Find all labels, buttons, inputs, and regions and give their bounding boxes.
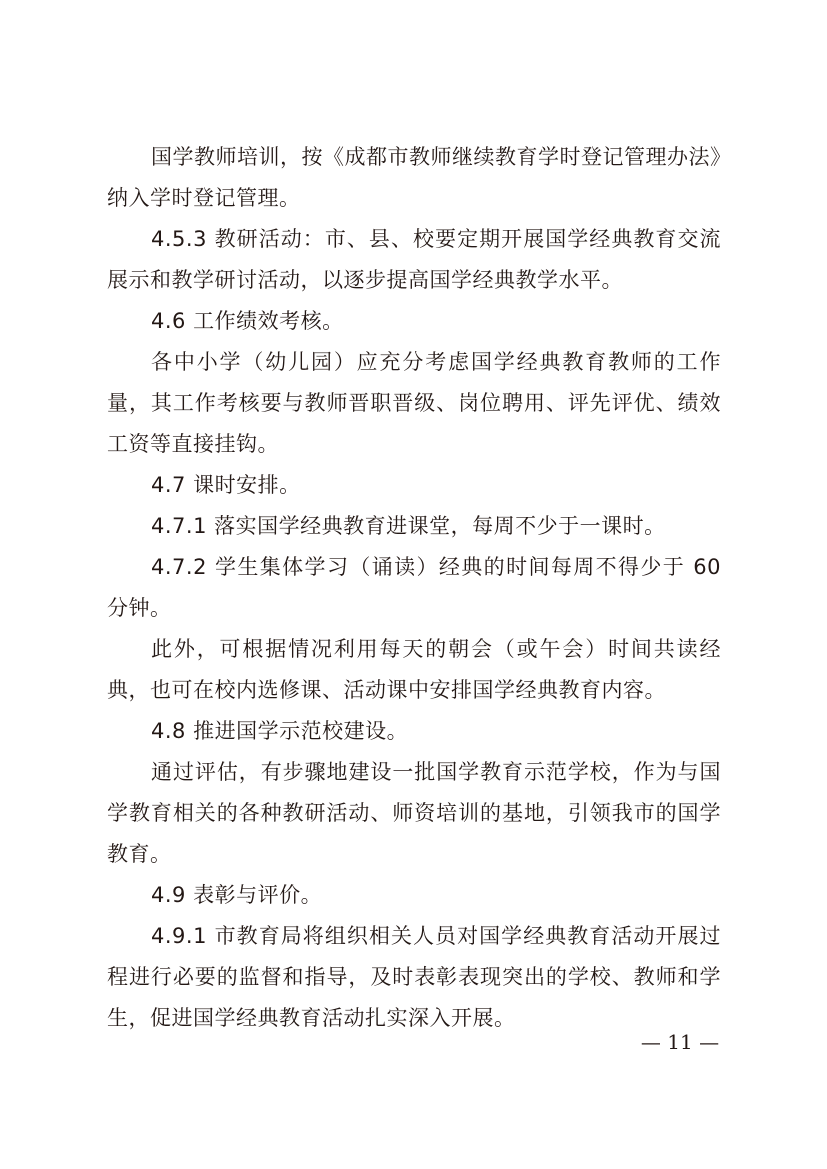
paragraph: 通过评估，有步骤地建设一批国学教育示范学校，作为与国学教育相关的各种教研活动、师资培训的基地，引领我市的国学教育。	[107, 760, 721, 866]
paragraph: 4.9.1 市教育局将组织相关人员对国学经典教育活动开展过程进行必要的监督和指导，及时表彰表现突出的学校、教师和学生，促进国学经典教育活动扎实深入开展。	[107, 924, 721, 1030]
page-number: — 11 —	[640, 1030, 720, 1054]
section-heading: 4.7 课时安排。	[151, 473, 301, 497]
paragraph: 各中小学（幼儿园）应充分考虑国学经典教育教师的工作量，其工作考核要与教师晋职晋级、岗位聘用、评先评优、绩效工资等直接挂钩。	[107, 350, 721, 456]
paragraph: 国学教师培训，按《成都市教师继续教育学时登记管理办法》纳入学时登记管理。	[107, 145, 721, 210]
paragraph: 4.5.3 教研活动：市、县、校要定期开展国学经典教育交流展示和教学研讨活动，以逐步提高国学经典教学水平。	[107, 227, 721, 292]
section-heading: 4.8 推进国学示范校建设。	[151, 719, 409, 743]
section-heading: 4.6 工作绩效考核。	[151, 309, 344, 333]
paragraph: 4.7.1 落实国学经典教育进课堂，每周不少于一课时。	[151, 514, 666, 538]
document-body	[107, 137, 721, 1039]
section-heading: 4.9 表彰与评价。	[151, 883, 323, 907]
paragraph: 4.7.2 学生集体学习（诵读）经典的时间每周不得少于 60 分钟。	[107, 555, 721, 620]
paragraph: 此外，可根据情况利用每天的朝会（或午会）时间共读经典，也可在校内选修课、活动课中安排国学经典教育内容。	[107, 637, 721, 702]
